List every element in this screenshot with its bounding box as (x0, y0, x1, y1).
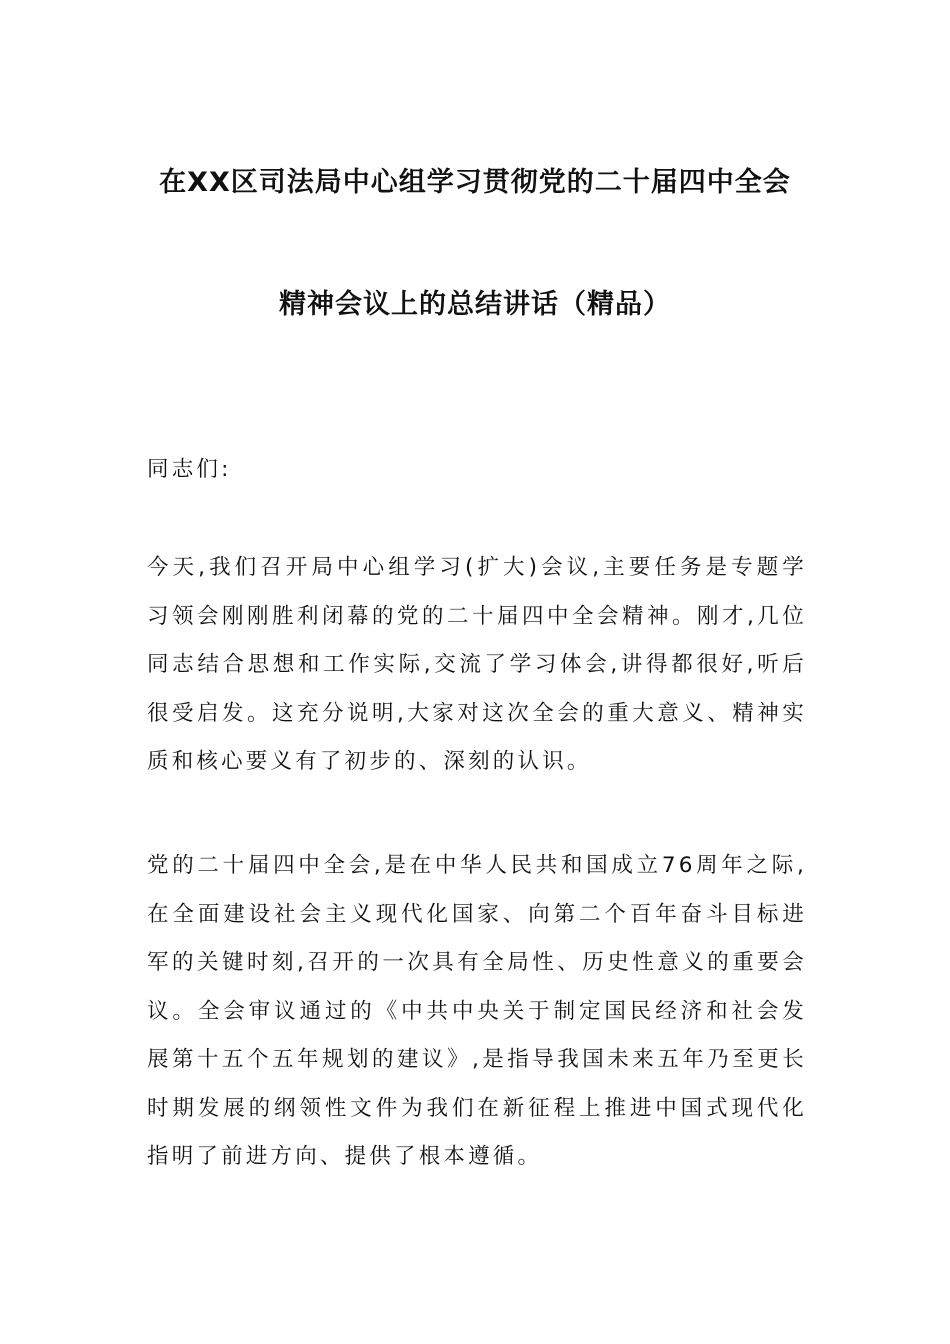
paragraph-opening: 今天,我们召开局中心组学习(扩大)会议,主要任务是专题学习领会刚刚胜利闭幕的党的二十届四中全会精神。刚才,几位同志结合思想和工作实际,交流了学习体会,讲得都很好,听后很受启发。这充分说明,大家对这次全会的重大意义、精神实质和核心要义有了初步的、深刻的认识。 (147, 555, 807, 774)
salutation: 同志们: (147, 457, 232, 482)
document-title-line-1: 在XX区司法局中心组学习贯彻党的二十届四中全会 (159, 167, 791, 198)
paragraph-plenum-significance: 党的二十届四中全会,是在中华人民共和国成立76周年之际,在全面建设社会主义现代化国家、向第二个百年奋斗目标进军的关键时刻,召开的一次具有全局性、历史性意义的重要会议。全会审议通过的《中共中央关于制定国民经济和社会发展第十五个五年规划的建议》,是指导我国未来五年乃至更长时期发展的纲领性文件为我们在新征程上推进中国式现代化指明了前进方向、提供了根本遵循。 (147, 853, 807, 1169)
document-title-line-2: 精神会议上的总结讲话（精品） (279, 289, 671, 320)
